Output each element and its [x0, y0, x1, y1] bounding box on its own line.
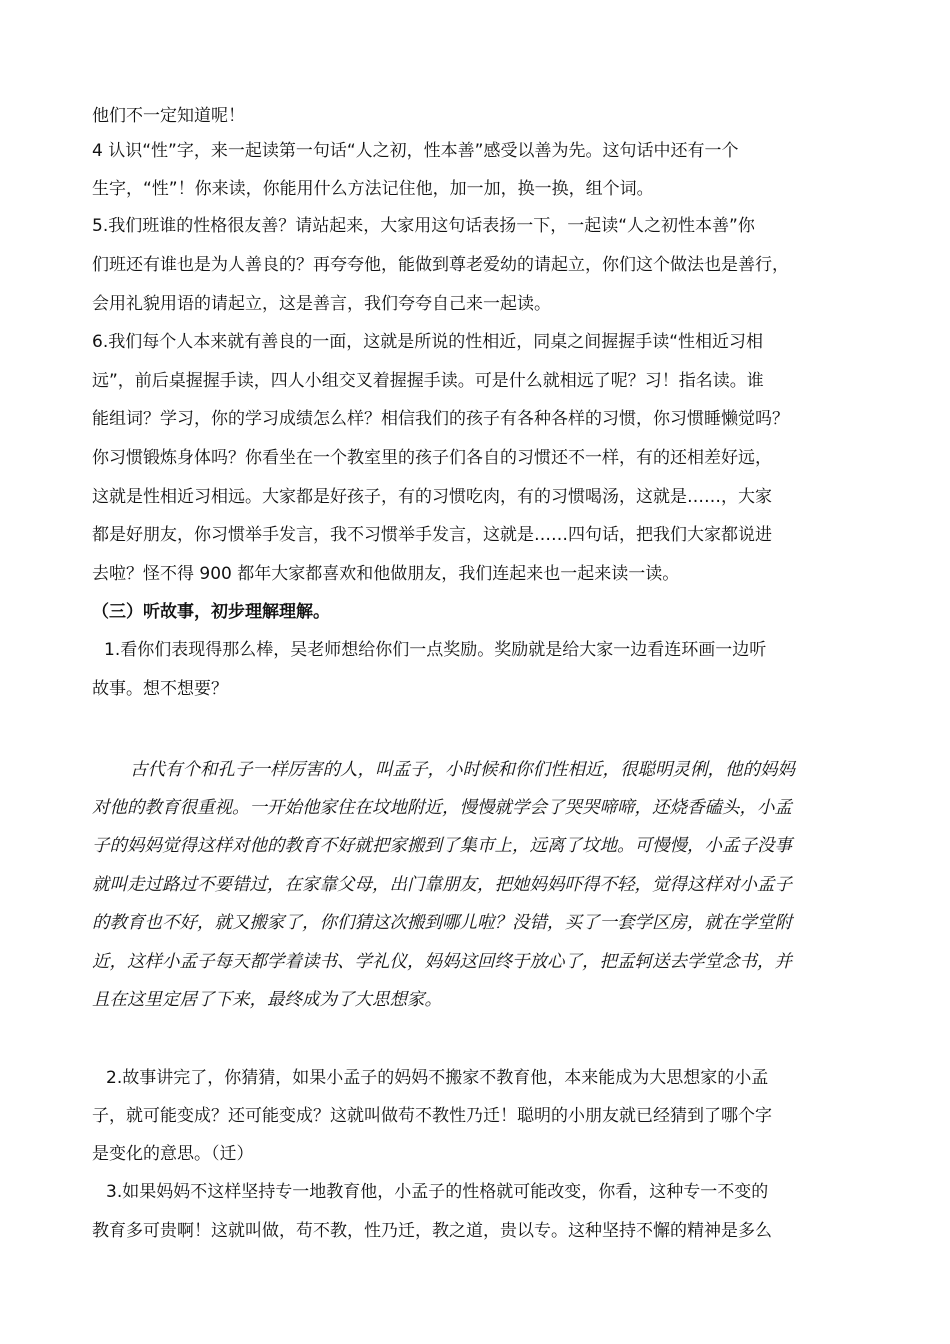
story-line: 古代有个和孔子一样厉害的人，叫孟子，小时候和你们性相近，很聪明灵俐，他的妈妈 — [130, 760, 795, 780]
text-line: 故事。想不想要？ — [92, 679, 228, 699]
story-line: 子的妈妈觉得这样对他的教育不好就把家搬到了集市上，远离了坟地。可慢慢，小孟子没事 — [92, 836, 792, 856]
story-line: 就叫走过路过不要错过，在家靠父母，出门靠朋友，把她妈妈吓得不轻，觉得这样对小孟子 — [92, 875, 792, 895]
section-heading: （三）听故事，初步理解理解。 — [92, 602, 330, 622]
text-line: 能组词？学习，你的学习成绩怎么样？相信我们的孩子有各种各样的习惯，你习惯睡懒觉吗？ — [92, 409, 789, 429]
text-line: 是变化的意思。（迁） — [92, 1144, 254, 1164]
story-line: 近，这样小孟子每天都学着读书、学礼仪，妈妈这回终于放心了，把孟轲送去学堂念书，并 — [92, 952, 792, 972]
text-line: 你习惯锻炼身体吗？你看坐在一个教室里的孩子们各自的习惯还不一样，有的还相差好远， — [92, 448, 772, 468]
text-line: 1.看你们表现得那么棒，吴老师想给你们一点奖励。奖励就是给大家一边看连环画一边听 — [104, 640, 767, 660]
text-line: 这就是性相近习相远。大家都是好孩子，有的习惯吃肉，有的习惯喝汤，这就是……，大家 — [92, 487, 772, 507]
text-line: 教育多可贵啊！这就叫做，苟不教，性乃迁，教之道，贵以专。这种坚持不懈的精神是多么 — [92, 1221, 772, 1241]
story-line: 且在这里定居了下来，最终成为了大思想家。 — [92, 990, 442, 1010]
story-line: 的教育也不好，就又搬家了，你们猜这次搬到哪儿啦？没错，买了一套学区房，就在学堂附 — [92, 913, 792, 933]
text-line: 2.故事讲完了，你猜猜，如果小孟子的妈妈不搬家不教育他，本来能成为大思想家的小孟 — [106, 1068, 769, 1088]
text-line: 6.我们每个人本来就有善良的一面，这就是所说的性相近，同桌之间握握手读“性相近习相 — [92, 332, 764, 352]
text-line: 5.我们班谁的性格很友善？请站起来，大家用这句话表扬一下，一起读“人之初性本善”你 — [92, 216, 755, 236]
text-line: 都是好朋友，你习惯举手发言，我不习惯举手发言，这就是……四句话，把我们大家都说进 — [92, 525, 772, 545]
text-line: 子，就可能变成？还可能变成？这就叫做苟不教性乃迁！聪明的小朋友就已经猜到了哪个字 — [92, 1106, 772, 1126]
text-line: 们班还有谁也是为人善良的？再夸夸他，能做到尊老爱幼的请起立，你们这个做法也是善行， — [92, 255, 789, 275]
text-line: 他们不一定知道呢！ — [92, 106, 245, 126]
text-line: 会用礼貌用语的请起立，这是善言，我们夸夸自己来一起读。 — [92, 294, 551, 314]
text-line: 4 认识“性”字，来一起读第一句话“人之初，性本善”感受以善为先。这句话中还有一个 — [92, 141, 739, 161]
text-line: 去啦？怪不得 900 都年大家都喜欢和他做朋友，我们连起来也一起来读一读。 — [92, 564, 680, 584]
story-line: 对他的教育很重视。一开始他家住在坟地附近，慢慢就学会了哭哭啼啼，还烧香磕头，小孟 — [92, 798, 792, 818]
text-line: 3.如果妈妈不这样坚持专一地教育他，小孟子的性格就可能改变，你看，这种专一不变的 — [106, 1182, 769, 1202]
text-line: 远”，前后桌握握手读，四人小组交叉着握握手读。可是什么就相远了呢？习！指名读。谁 — [92, 371, 764, 391]
text-line: 生字，“性”！你来读，你能用什么方法记住他，加一加，换一换，组个词。 — [92, 179, 654, 199]
